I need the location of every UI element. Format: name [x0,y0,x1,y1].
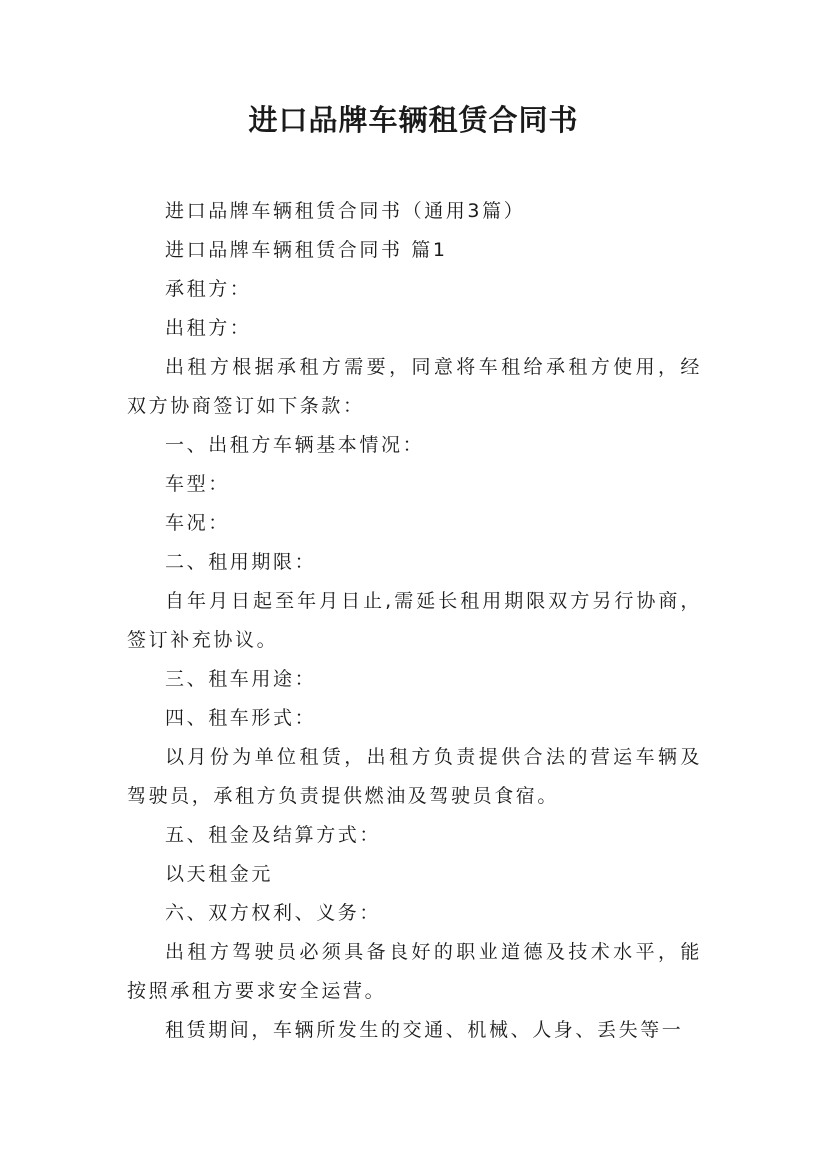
paragraph-driver-duty: 出租方驾驶员必须具备良好的职业道德及技术水平，能按照承租方要求安全运营。 [127,941,702,1002]
paragraph-clause-3: 三、租车用途： [165,668,317,690]
document-body [127,192,702,1050]
paragraph-section-title: 进口品牌车辆租赁合同书 篇1 [165,239,448,261]
paragraph-rental-form: 以月份为单位租赁，出租方负责提供合法的营运车辆及驾驶员，承租方负责提供燃油及驾驶员食宿。 [127,746,702,807]
paragraph-lessor: 出租方： [165,317,252,339]
paragraph-clause-1: 一、出租方车辆基本情况： [165,434,425,456]
paragraph-lessee: 承租方： [165,278,252,300]
paragraph-intro: 出租方根据承租方需要，同意将车租给承租方使用，经双方协商签订如下条款： [127,356,702,417]
paragraph-clause-4: 四、租车形式： [165,707,317,729]
paragraph-heading: 进口品牌车辆租赁合同书（通用3篇） [165,200,526,222]
paragraph-clause-6: 六、双方权利、义务： [165,902,382,924]
paragraph-vehicle-model: 车型： [165,473,230,495]
document-title: 进口品牌车辆租赁合同书 [248,103,579,137]
paragraph-clause-2: 二、租用期限： [165,551,317,573]
paragraph-clause-5: 五、租金及结算方式： [165,824,382,846]
paragraph-term: 自年月日起至年月日止,需延长租用期限双方另行协商，签订补充协议。 [127,590,702,651]
paragraph-vehicle-condition: 车况： [165,512,230,534]
paragraph-liability: 租赁期间，车辆所发生的交通、机械、人身、丢失等一 [165,1019,684,1041]
paragraph-daily-rent: 以天租金元 [165,863,274,885]
